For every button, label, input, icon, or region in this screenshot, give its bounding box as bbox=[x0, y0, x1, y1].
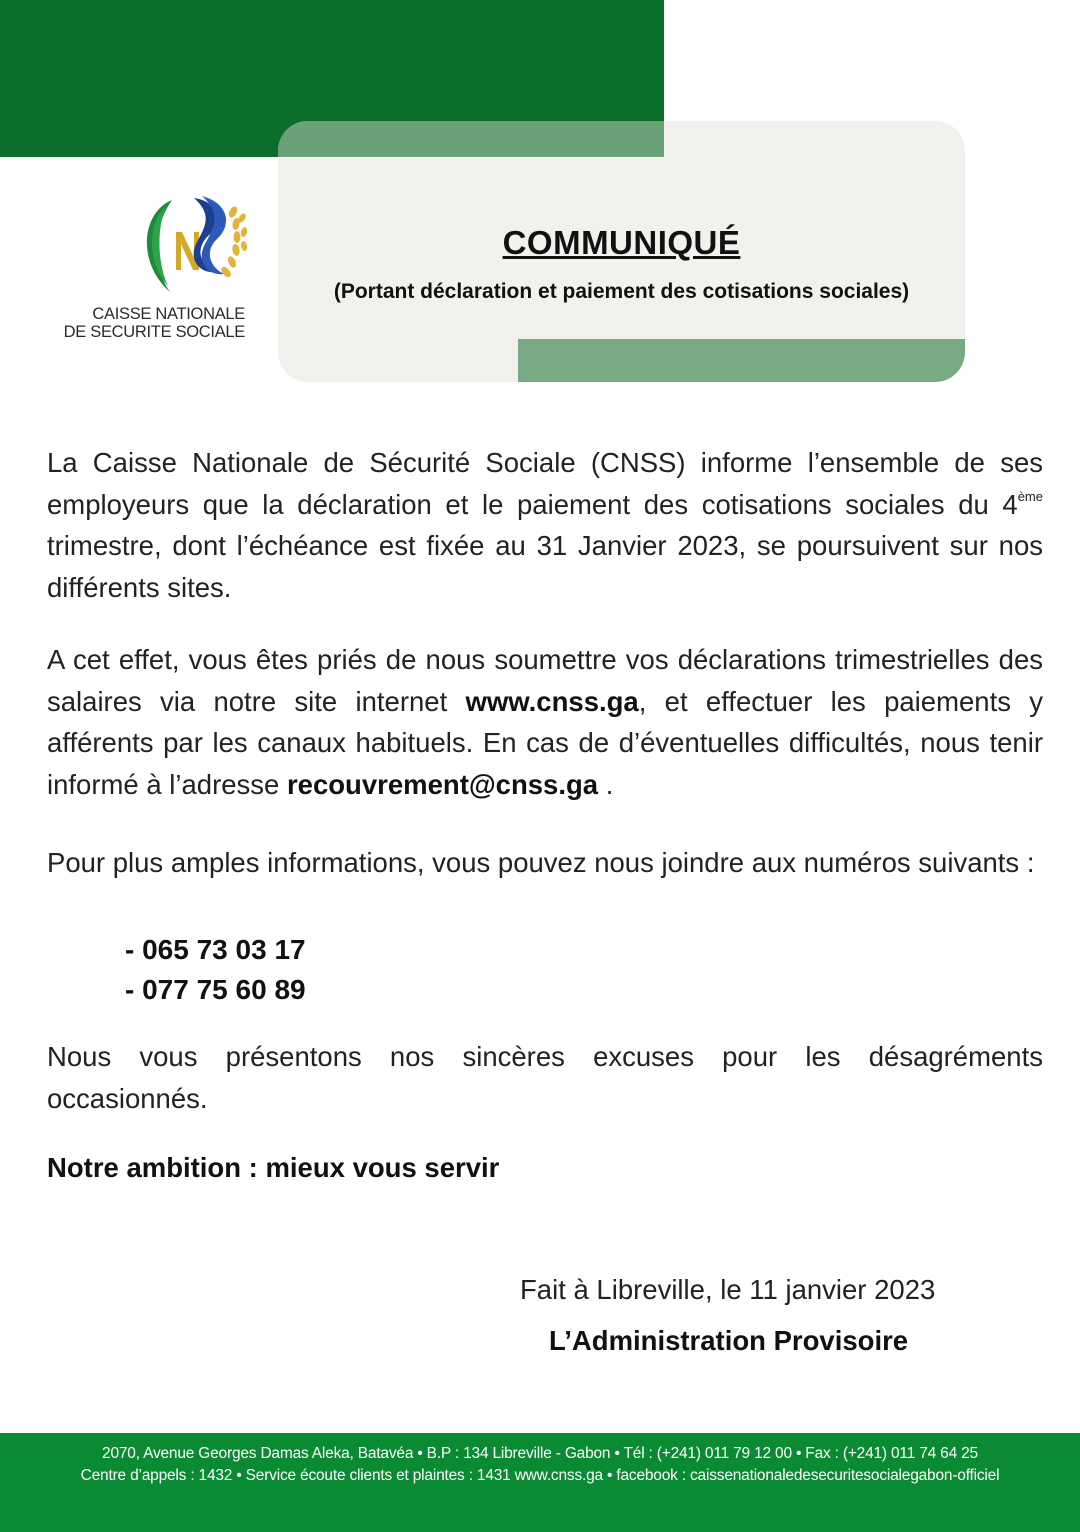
paragraph-instructions bbox=[47, 639, 1043, 805]
website-link[interactable]: www.cnss.ga bbox=[465, 685, 639, 717]
phone-number-1: - 065 73 03 17 bbox=[125, 934, 306, 965]
paragraph-intro-text-a: La Caisse Nationale de Sécurité Sociale (CNSS) informe l’ensemble de ses employeurs que la déclaration et le paiement des cotisations sociales du 4 bbox=[47, 447, 1043, 520]
footer-address: 2070, Avenue Georges Damas Aleka, Batavéa • B.P : 134 Libreville - Gabon • Tél : (+241) 011 79 12 00 • Fax : (+241) 011 74 64 25 bbox=[102, 1445, 978, 1462]
footer-contacts: Centre d’appels : 1432 • Service écoute clients et plaintes : 1431 www.cnss.ga • facebook : caissenationaledesecuritesocialegabon-officiel bbox=[80, 1467, 1000, 1484]
ordinal-suffix: ème bbox=[1017, 488, 1043, 504]
signatory: L’Administration Provisoire bbox=[549, 1325, 909, 1356]
page-title: COMMUNIQUÉ bbox=[502, 224, 741, 261]
logo-line-1: CAISSE NATIONALE bbox=[92, 305, 245, 323]
paragraph-contact: Pour plus amples informations, vous pouvez nous joindre aux numéros suivants : bbox=[47, 847, 1035, 878]
cnss-logo-icon bbox=[132, 192, 247, 302]
paragraph-instructions-text-b: , et effectuer les paiements y afférents par les canaux habituels. En cas de d’éventuelles difficultés, nous tenir informé à l’adresse bbox=[47, 685, 1043, 800]
paragraph-instructions-text-a: A cet effet, vous êtes priés de nous soumettre vos déclarations trimestrielles des salaires via notre site internet bbox=[47, 644, 1043, 717]
paragraph-apology: Nous vous présentons nos sincères excuses pour les désagréments occasionnés. bbox=[47, 1041, 1043, 1114]
phone-number-2: - 077 75 60 89 bbox=[125, 974, 306, 1005]
header-card bbox=[278, 121, 965, 382]
phone-list bbox=[125, 930, 306, 1010]
date-line: Fait à Libreville, le 11 janvier 2023 bbox=[520, 1274, 936, 1305]
email-link[interactable]: recouvrement@cnss.ga bbox=[286, 768, 599, 800]
logo-wordmark bbox=[40, 305, 245, 341]
page-subtitle: (Portant déclaration et paiement des cotisations sociales) bbox=[333, 280, 910, 303]
header-card-bottom-accent bbox=[518, 339, 965, 382]
paragraph-instructions-text-c: . bbox=[598, 768, 614, 800]
paragraph-intro-text-b: trimestre, dont l’échéance est fixée au 31 Janvier 2023, se poursuivent sur nos différents sites. bbox=[47, 530, 1043, 603]
footer bbox=[0, 1433, 1080, 1532]
paragraph-intro bbox=[47, 442, 1043, 608]
ambition-slogan: Notre ambition : mieux vous servir bbox=[47, 1152, 500, 1183]
header-card-top-accent bbox=[278, 121, 664, 157]
logo-line-2: DE SECURITE SOCIALE bbox=[63, 323, 245, 341]
